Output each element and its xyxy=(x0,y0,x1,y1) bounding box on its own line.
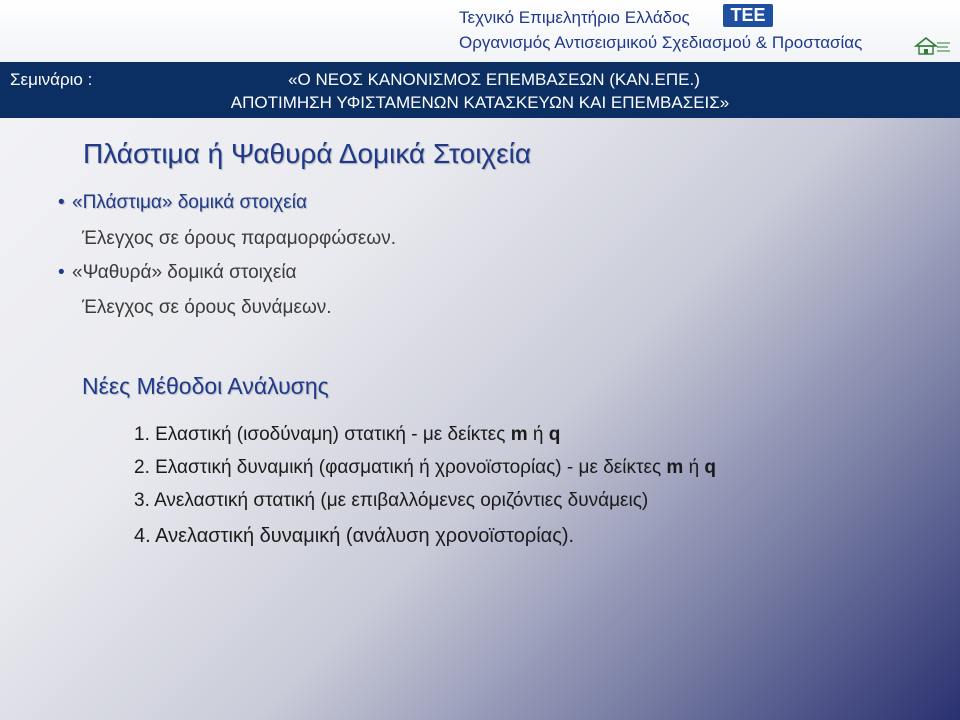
bullet-subtext: Έλεγχος σε όρους παραμορφώσεων. xyxy=(82,228,396,249)
tee-logo: TEE xyxy=(723,4,773,27)
slide-title: Πλάστιμα ή Ψαθυρά Δομικά Στοιχεία xyxy=(83,138,532,169)
method-item: 4. Ανελαστική δυναμική (ανάλυση χρονοϊστορίας). xyxy=(134,525,575,547)
index-q: q xyxy=(704,457,717,478)
index-q: q xyxy=(548,424,561,445)
bullet-item xyxy=(58,192,307,214)
seminar-title-line2: ΑΠΟΤΙΜΗΣΗ ΥΦΙΣΤΑΜΕΝΩΝ ΚΑΤΑΣΚΕΥΩΝ ΚΑΙ ΕΠΕΜΒΑΣΕΙΣ» xyxy=(230,93,730,112)
method-conjunction: ή xyxy=(683,457,705,478)
index-m: m xyxy=(510,424,528,445)
oasp-logo-icon xyxy=(912,34,952,56)
seminar-title-line1: «Ο ΝΕΟΣ ΚΑΝΟΝΙΣΜΟΣ ΕΠΕΜΒΑΣΕΩΝ (ΚΑΝ.ΕΠΕ.) xyxy=(288,70,700,89)
method-item xyxy=(134,424,560,446)
bullet-text: «Ψαθυρά» δομικά στοιχεία xyxy=(72,262,297,283)
seminar-label: Σεμινάριο : xyxy=(10,70,93,89)
organization-name: Τεχνικό Επιμελητήριο Ελλάδος xyxy=(459,8,690,27)
method-text: 2. Ελαστική δυναμική (φασματική ή χρονοϊστορίας) - με δείκτες xyxy=(134,457,667,478)
seminar-banner xyxy=(0,62,960,118)
bullet-dot-icon: • xyxy=(58,192,65,213)
methods-heading: Νέες Μέθοδοι Ανάλυσης xyxy=(82,373,329,399)
organization-subname: Οργανισμός Αντισεισμικού Σχεδιασμού & Προστασίας xyxy=(459,33,863,52)
method-conjunction: ή xyxy=(527,424,549,445)
top-header xyxy=(0,0,960,62)
bullet-subtext: Έλεγχος σε όρους δυνάμεων. xyxy=(82,297,332,318)
bullet-dot-icon: • xyxy=(58,262,65,283)
method-text: 1. Ελαστική (ισοδύναμη) στατική - με δείκτες xyxy=(134,424,511,445)
index-m: m xyxy=(666,457,684,478)
method-item: 3. Ανελαστική στατική (με επιβαλλόμενες οριζόντιες δυνάμεις) xyxy=(134,490,649,511)
bullet-text: «Πλάστιμα» δομικά στοιχεία xyxy=(72,192,307,213)
method-item xyxy=(134,457,716,479)
bullet-item xyxy=(58,262,297,284)
